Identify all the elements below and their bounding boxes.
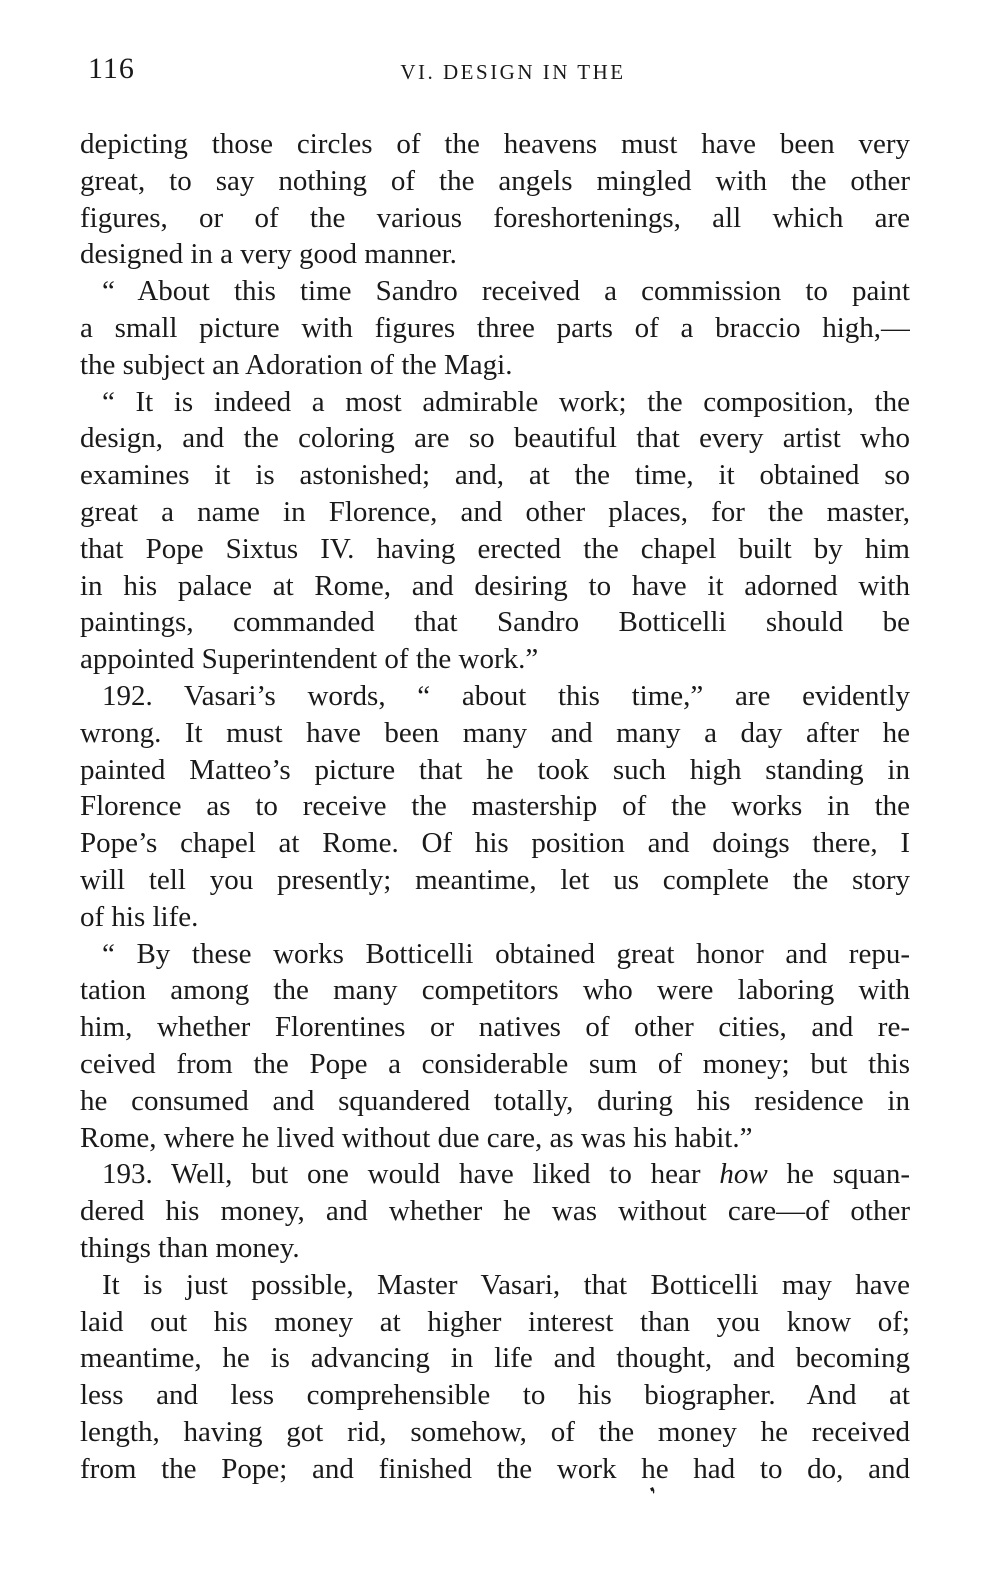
- text-line: “ It is indeed a most admirable work; the composition, the: [102, 385, 910, 418]
- text-line: It is just possible, Master Vasari, that Botticelli may have: [102, 1268, 910, 1301]
- text-line: Pope’s chapel at Rome. Of his position and doings there, I: [80, 827, 910, 860]
- text-line: painted Matteo’s picture that he took such high standing in: [80, 753, 910, 786]
- text-line: figures, or of the various foreshortenings, all which are: [80, 201, 910, 234]
- text-line: laid out his money at higher interest than you know of;: [80, 1305, 910, 1338]
- text-line: Florence as to receive the mastership of the works in the: [80, 790, 910, 823]
- text-line: that Pope Sixtus IV. having erected the chapel built by him: [80, 532, 910, 565]
- text-line: “ About this time Sandro received a commission to paint: [102, 275, 910, 308]
- text-line: examines it is astonished; and, at the time, it obtained so: [80, 459, 910, 492]
- text-line: depicting those circles of the heavens must have been very: [80, 128, 910, 160]
- text-line: less and less comprehensible to his biographer. And at: [80, 1379, 910, 1412]
- text-line: Rome, where he lived without due care, as was his habit.”: [80, 1121, 753, 1154]
- text-line: “ By these works Botticelli obtained great honor and repu-: [102, 937, 910, 970]
- text-line: he consumed and squandered totally, during his residence in: [80, 1084, 910, 1117]
- text-line: great, to say nothing of the angels mingled with the other: [80, 164, 910, 197]
- text-line: a small picture with figures three parts of a braccio high,—: [80, 311, 910, 344]
- text-line: paintings, commanded that Sandro Botticelli should be: [80, 606, 910, 639]
- text-line: 192. Vasari’s words, “ about this time,” are evidently: [102, 679, 910, 712]
- emphasis: how: [719, 1158, 768, 1191]
- text-line: great a name in Florence, and other places, for the master,: [80, 495, 910, 528]
- text-line: the subject an Adoration of the Magi.: [80, 348, 513, 381]
- text-line: designed in a very good manner.: [80, 238, 457, 271]
- text-line: ceived from the Pope a considerable sum of money; but this: [80, 1047, 910, 1080]
- body-text: [80, 126, 910, 1487]
- text-line: wrong. It must have been many and many a day after he: [80, 716, 910, 749]
- text-line: from the Pope; and finished the work he had to do, and: [80, 1452, 910, 1485]
- text-line: appointed Superintendent of the work.”: [80, 643, 539, 676]
- text-line: meantime, he is advancing in life and thought, and becoming: [80, 1342, 910, 1375]
- text-line: in his palace at Rome, and desiring to have it adorned with: [80, 569, 910, 602]
- text-line: of his life.: [80, 900, 199, 933]
- text-line: 193. Well, but one would have liked to hear how he squan-: [102, 1158, 910, 1191]
- text-line: length, having got rid, somehow, of the money he received: [80, 1415, 910, 1448]
- running-head: VI. DESIGN IN THE: [400, 60, 626, 84]
- page-number: 116: [88, 52, 135, 85]
- text-line: tation among the many competitors who were laboring with: [80, 974, 910, 1007]
- text-line: dered his money, and whether he was without care—of other: [80, 1195, 910, 1228]
- text-line: him, whether Florentines or natives of other cities, and re-: [80, 1011, 910, 1044]
- page-header: [82, 52, 910, 92]
- printer-mark: ❜: [647, 1483, 662, 1505]
- text-line: design, and the coloring are so beautiful that every artist who: [80, 422, 910, 455]
- text-line: will tell you presently; meantime, let us complete the story: [80, 863, 910, 896]
- text-line: things than money.: [80, 1231, 300, 1264]
